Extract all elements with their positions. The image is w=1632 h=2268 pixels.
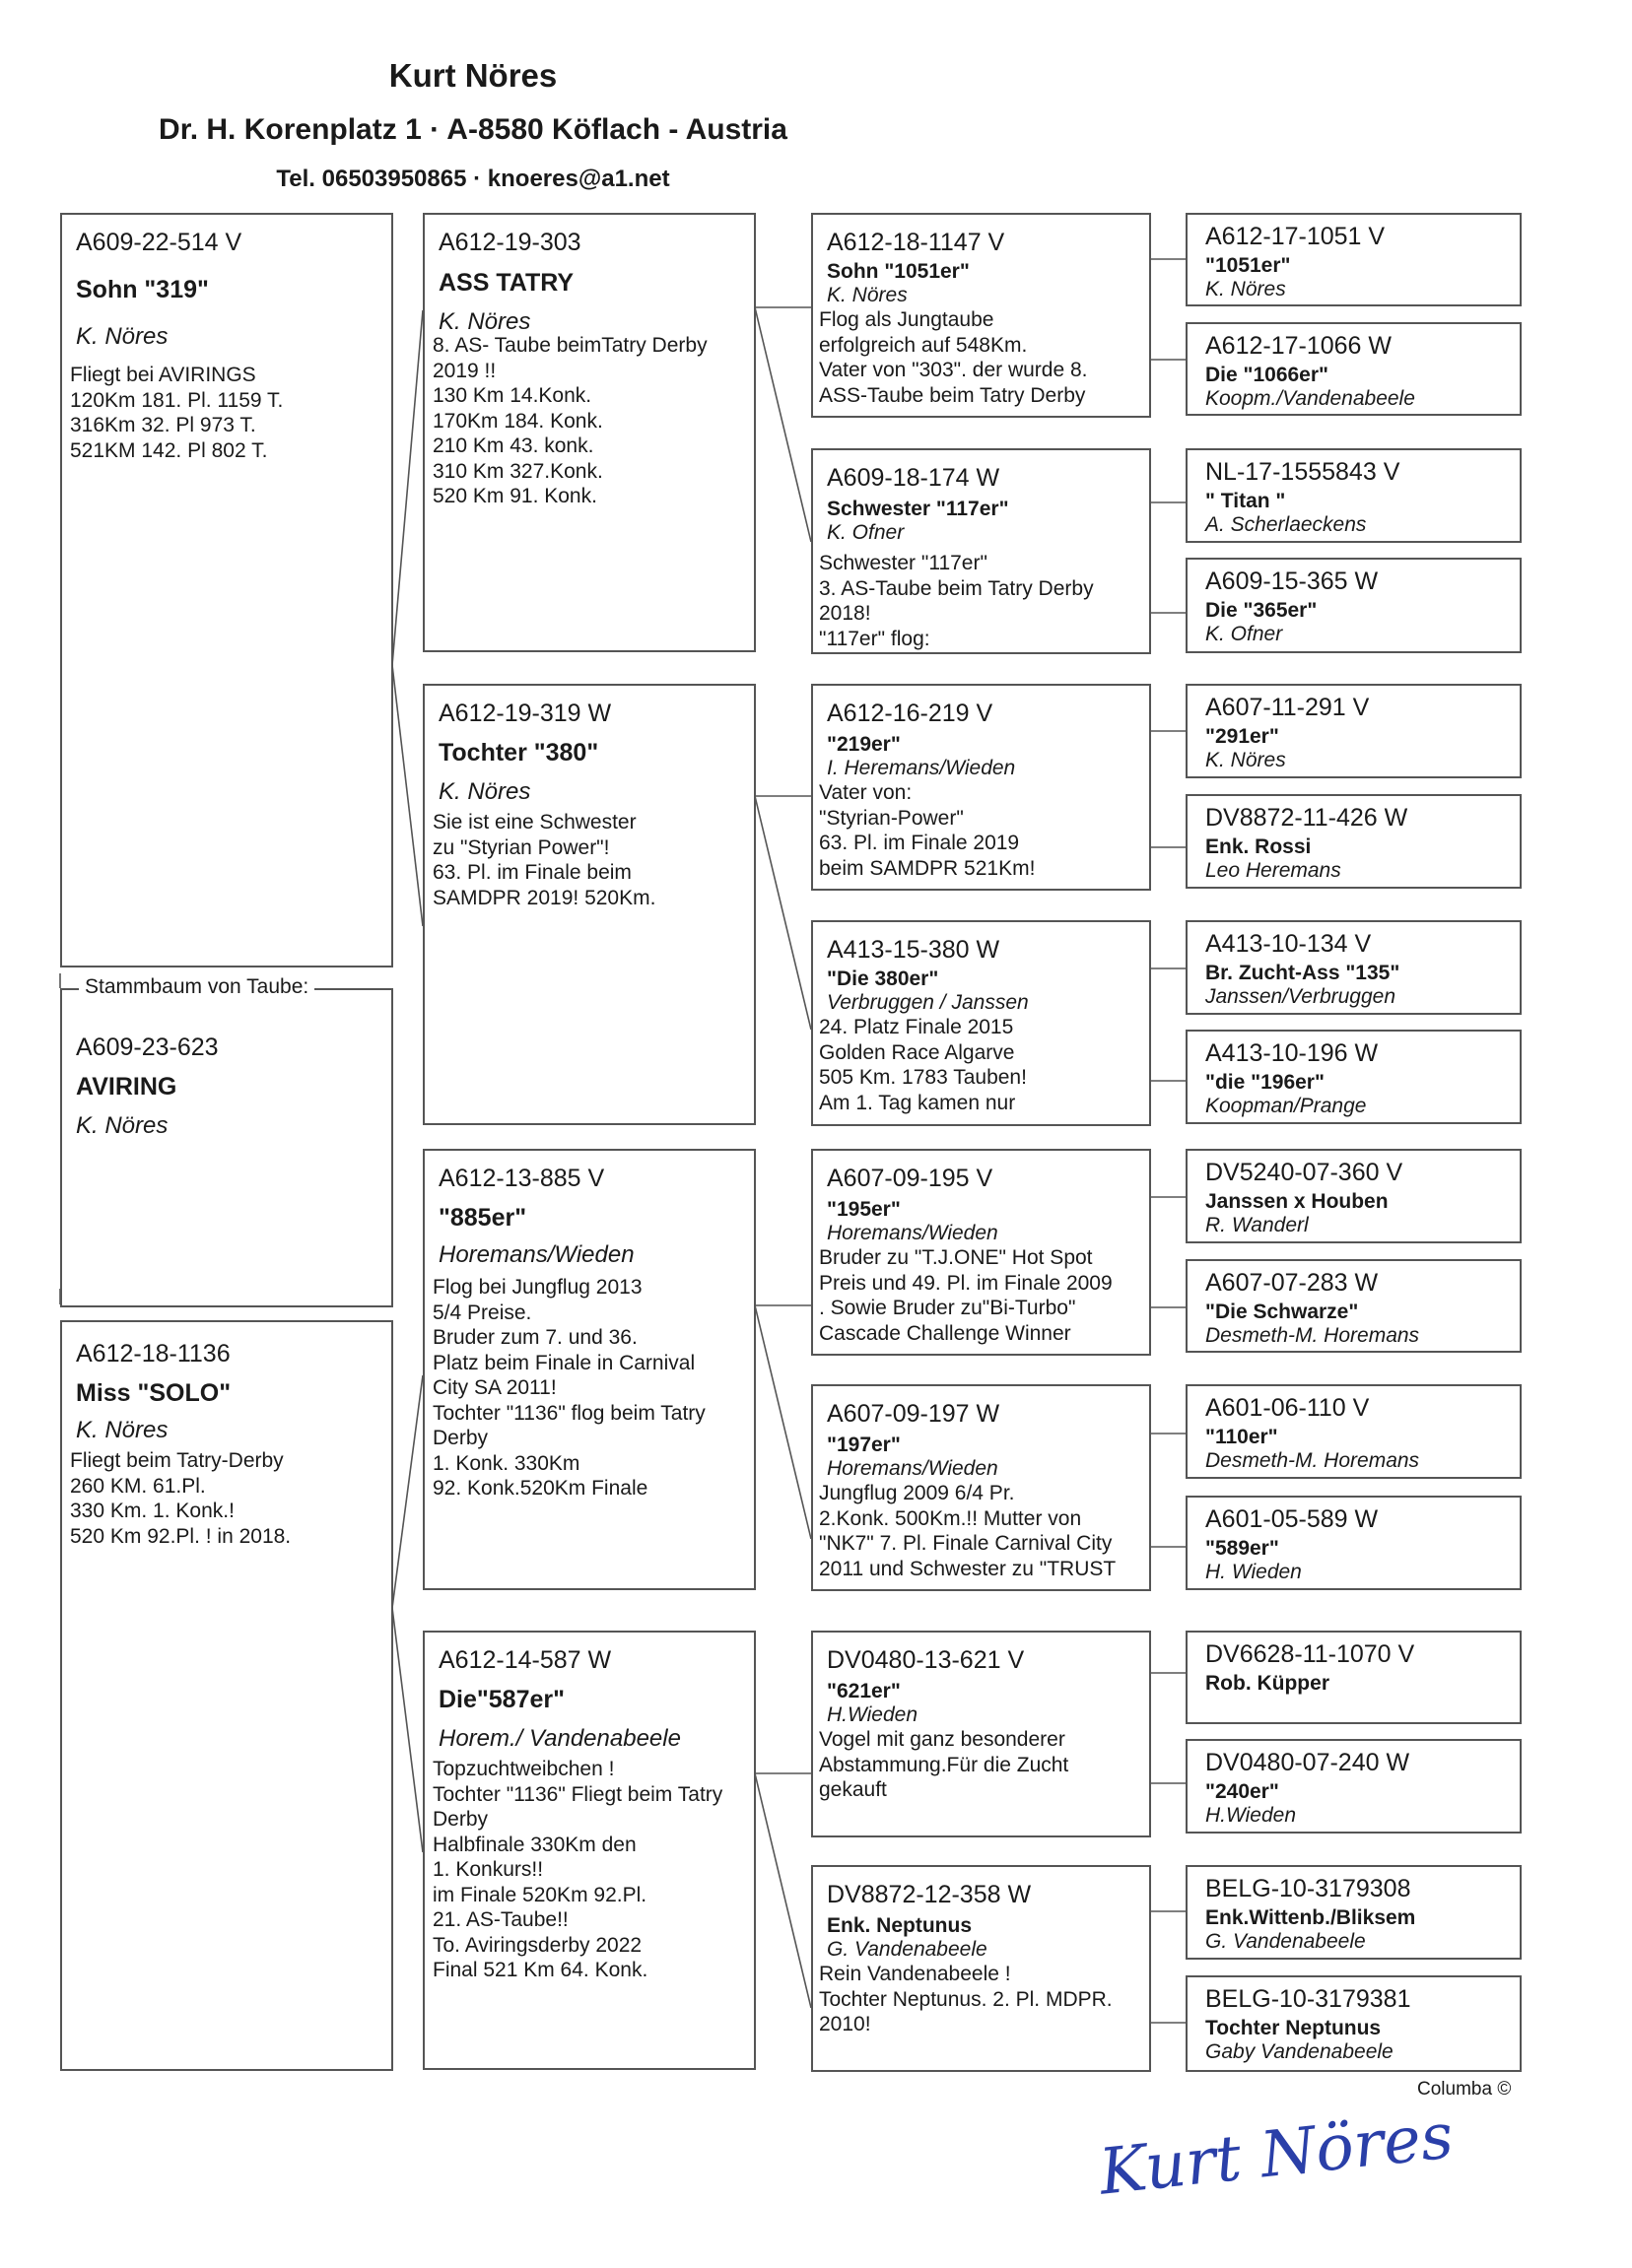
gen4-name: "1051er" (1205, 254, 1291, 277)
great-grandparent-breeder: Horemans/Wieden (827, 1222, 998, 1244)
gen4-ring: A601-06-110 V (1205, 1394, 1370, 1422)
gen4-box (1186, 684, 1522, 778)
gen4-name: "240er" (1205, 1780, 1279, 1803)
gen4-breeder: Desmeth-M. Horemans (1205, 1324, 1420, 1347)
sire-notes: Fliegt bei AVIRINGS 120Km 181. Pl. 1159 T. 316Km 32. Pl 973 T. 521KM 142. Pl 802 T. (70, 364, 284, 462)
grandparent-notes: 8. AS- Taube beimTatry Derby 2019 !! 130 Km 14.Konk. 170Km 184. Konk. 210 Km 43. konk. 310 Km 327.Konk. 520 Km 91. Konk. (433, 334, 708, 507)
great-grandparent-box (811, 1384, 1151, 1591)
gen4-name: "die "196er" (1205, 1071, 1325, 1094)
grandparent-notes: Flog bei Jungflug 2013 5/4 Preise. Bruder zum 7. und 36. Platz beim Finale in Carnival City SA 2011! Tochter "1136" flog beim Tatry Derby 1. Konk. 330Km 92. Konk.520Km Finale (433, 1276, 706, 1500)
great-grandparent-breeder: K. Nöres (827, 284, 908, 306)
gen4-ring: A609-15-365 W (1205, 567, 1379, 595)
sire-name: Sohn "319" (76, 276, 209, 303)
gen4-box (1186, 1259, 1522, 1353)
gen4-breeder: Janssen/Verbruggen (1205, 985, 1396, 1008)
great-grandparent-name: Schwester "117er" (827, 498, 1009, 520)
gen4-breeder: K. Ofner (1205, 623, 1283, 645)
gen4-box (1186, 448, 1522, 543)
subject-name: AVIRING (76, 1073, 177, 1101)
dam-ring: A612-18-1136 (76, 1340, 231, 1367)
gen4-box (1186, 1975, 1522, 2072)
gen4-ring: NL-17-1555843 V (1205, 458, 1400, 486)
gen4-box (1186, 1739, 1522, 1834)
sire-breeder: K. Nöres (76, 323, 169, 350)
gen4-name: Die "365er" (1205, 599, 1318, 622)
great-grandparent-box (811, 1865, 1151, 2072)
grandparent-box (423, 1631, 756, 2070)
gen4-ring: BELG-10-3179308 (1205, 1875, 1411, 1902)
great-grandparent-breeder: K. Ofner (827, 521, 905, 544)
gen4-breeder: H. Wieden (1205, 1561, 1302, 1583)
sire-ring: A609-22-514 V (76, 229, 242, 256)
gen4-breeder: H.Wieden (1205, 1804, 1297, 1827)
gen4-ring: A601-05-589 W (1205, 1505, 1379, 1533)
gen4-name: "291er" (1205, 725, 1279, 748)
grandparent-breeder: Horem./ Vandenabeele (439, 1725, 681, 1752)
great-grandparent-breeder: Horemans/Wieden (827, 1457, 998, 1480)
great-grandparent-name: "219er" (827, 733, 901, 756)
grandparent-name: Die"587er" (439, 1686, 565, 1713)
great-grandparent-box (811, 213, 1151, 418)
great-grandparent-box (811, 1149, 1151, 1356)
gen4-breeder: K. Nöres (1205, 278, 1286, 300)
gen4-breeder: Desmeth-M. Horemans (1205, 1449, 1420, 1472)
gen4-ring: DV5240-07-360 V (1205, 1159, 1403, 1186)
great-grandparent-breeder: I. Heremans/Wieden (827, 757, 1016, 779)
gen4-name: "589er" (1205, 1537, 1279, 1560)
gen4-ring: A612-17-1066 W (1205, 332, 1393, 360)
grandparent-notes: Sie ist eine Schwester zu "Styrian Power"! 63. Pl. im Finale beim SAMDPR 2019! 520Km. (433, 811, 656, 909)
gen4-ring: A607-11-291 V (1205, 694, 1370, 721)
great-grandparent-ring: DV8872-12-358 W (827, 1881, 1032, 1908)
dam-breeder: K. Nöres (76, 1417, 169, 1443)
grandparent-name: "885er" (439, 1204, 527, 1232)
subject-breeder: K. Nöres (76, 1112, 169, 1139)
gen4-breeder: Koopman/Prange (1205, 1095, 1367, 1117)
grandparent-breeder: K. Nöres (439, 308, 531, 335)
gen4-breeder: R. Wanderl (1205, 1214, 1309, 1236)
grandparent-breeder: K. Nöres (439, 778, 531, 805)
gen4-ring: DV0480-07-240 W (1205, 1749, 1410, 1776)
great-grandparent-notes: 24. Platz Finale 2015 Golden Race Algarve 505 Km. 1783 Tauben! Am 1. Tag kamen nur (819, 1016, 1027, 1114)
gen4-box (1186, 1865, 1522, 1960)
great-grandparent-notes: Schwester "117er" 3. AS-Taube beim Tatry Derby 2018! "117er" flog: (819, 552, 1094, 650)
grandparent-ring: A612-19-303 (439, 229, 581, 256)
dam-name: Miss "SOLO" (76, 1379, 232, 1407)
breeder-address: Dr. H. Korenplatz 1 · A-8580 Köflach - Austria (159, 113, 787, 146)
gen4-name: " Titan " (1205, 490, 1286, 512)
great-grandparent-box (811, 448, 1151, 654)
gen4-box (1186, 794, 1522, 889)
great-grandparent-box (811, 920, 1151, 1126)
great-grandparent-box (811, 1631, 1151, 1837)
gen4-box (1186, 558, 1522, 653)
subject-ring: A609-23-623 (76, 1034, 219, 1061)
breeder-contact: Tel. 06503950865 · knoeres@a1.net (276, 166, 670, 192)
great-grandparent-notes: Jungflug 2009 6/4 Pr. 2.Konk. 500Km.!! Mutter von "NK7" 7. Pl. Finale Carnival City 2011 und Schwester zu "TRUST (819, 1482, 1117, 1580)
grandparent-ring: A612-19-319 W (439, 700, 612, 727)
great-grandparent-breeder: G. Vandenabeele (827, 1938, 987, 1961)
gen4-box (1186, 1030, 1522, 1124)
gen4-name: Die "1066er" (1205, 364, 1328, 386)
gen4-box (1186, 1631, 1522, 1724)
grandparent-box (423, 213, 756, 652)
gen4-ring: DV6628-11-1070 V (1205, 1640, 1415, 1668)
sire-box (60, 213, 393, 967)
gen4-ring: DV8872-11-426 W (1205, 804, 1408, 832)
copyright-label: Columba © (1417, 2079, 1512, 2100)
gen4-breeder: A. Scherlaeckens (1205, 513, 1367, 536)
great-grandparent-notes: Vater von: "Styrian-Power" 63. Pl. im Finale 2019 beim SAMDPR 521Km! (819, 781, 1036, 880)
great-grandparent-name: "Die 380er" (827, 967, 939, 990)
gen4-breeder: Koopm./Vandenabeele (1205, 387, 1415, 410)
grandparent-box (423, 684, 756, 1125)
gen4-name: "110er" (1205, 1426, 1278, 1448)
dam-box (60, 1320, 393, 2071)
great-grandparent-ring: A612-16-219 V (827, 700, 993, 727)
gen4-ring: A607-07-283 W (1205, 1269, 1379, 1297)
gen4-ring: A413-10-196 W (1205, 1039, 1379, 1067)
great-grandparent-name: Enk. Neptunus (827, 1914, 973, 1937)
gen4-name: Janssen x Houben (1205, 1190, 1389, 1213)
gen4-box (1186, 1384, 1522, 1479)
great-grandparent-ring: A413-15-380 W (827, 936, 1000, 964)
gen4-box (1186, 920, 1522, 1015)
great-grandparent-breeder: Verbruggen / Janssen (827, 991, 1029, 1014)
gen4-name: Enk.Wittenb./Bliksem (1205, 1906, 1416, 1929)
handwritten-signature: Kurt Nöres (1096, 2100, 1458, 2210)
dam-notes: Fliegt beim Tatry-Derby 260 KM. 61.Pl. 330 Km. 1. Konk.! 520 Km 92.Pl. ! in 2018. (70, 1449, 292, 1548)
breeder-name: Kurt Nöres (388, 57, 558, 94)
great-grandparent-name: "197er" (827, 1434, 901, 1456)
great-grandparent-ring: A612-18-1147 V (827, 229, 1005, 256)
great-grandparent-ring: DV0480-13-621 V (827, 1646, 1025, 1674)
great-grandparent-name: "621er" (827, 1680, 901, 1702)
great-grandparent-notes: Rein Vandenabeele ! Tochter Neptunus. 2. Pl. MDPR. 2010! (819, 1963, 1113, 2035)
gen4-breeder: G. Vandenabeele (1205, 1930, 1366, 1953)
gen4-breeder: K. Nöres (1205, 749, 1286, 771)
gen4-breeder: Leo Heremans (1205, 859, 1341, 882)
grandparent-name: ASS TATRY (439, 269, 575, 297)
gen4-name: Br. Zucht-Ass "135" (1205, 962, 1400, 984)
gen4-ring: BELG-10-3179381 (1205, 1985, 1411, 2013)
grandparent-name: Tochter "380" (439, 739, 599, 767)
gen4-name: Rob. Küpper (1205, 1672, 1329, 1695)
gen4-ring: A612-17-1051 V (1205, 223, 1386, 250)
gen4-box (1186, 1149, 1522, 1243)
gen4-breeder: Gaby Vandenabeele (1205, 2040, 1394, 2063)
great-grandparent-ring: A607-09-195 V (827, 1165, 993, 1192)
great-grandparent-name: "195er" (827, 1198, 901, 1221)
grandparent-breeder: Horemans/Wieden (439, 1241, 635, 1268)
gen4-name: Enk. Rossi (1205, 835, 1312, 858)
gen4-box (1186, 1496, 1522, 1590)
great-grandparent-notes: Bruder zu "T.J.ONE" Hot Spot Preis und 49. Pl. im Finale 2009 . Sowie Bruder zu"Bi-Turbo" Cascade Challenge Winner (819, 1246, 1113, 1345)
gen4-box (1186, 213, 1522, 306)
grandparent-notes: Topzuchtweibchen ! Tochter "1136" Fliegt beim Tatry Derby Halbfinale 330Km den 1. Konkurs!! im Finale 520Km 92.Pl. 21. AS-Taube!! To. Aviringsderby 2022 Final 521 Km 64. Konk. (433, 1758, 723, 1981)
grandparent-ring: A612-14-587 W (439, 1646, 612, 1674)
gen4-ring: A413-10-134 V (1205, 930, 1372, 958)
great-grandparent-notes: Vogel mit ganz besonderer Abstammung.Für die Zucht gekauft (819, 1728, 1069, 1801)
subject-label: Stammbaum von Taube: (79, 975, 314, 999)
great-grandparent-ring: A609-18-174 W (827, 464, 1000, 492)
great-grandparent-name: Sohn "1051er" (827, 260, 970, 283)
great-grandparent-breeder: H.Wieden (827, 1703, 918, 1726)
great-grandparent-ring: A607-09-197 W (827, 1400, 1000, 1428)
grandparent-ring: A612-13-885 V (439, 1165, 605, 1192)
great-grandparent-box (811, 684, 1151, 891)
grandparent-box (423, 1149, 756, 1590)
great-grandparent-notes: Flog als Jungtaube erfolgreich auf 548Km. Vater von "303". der wurde 8. ASS-Taube beim Tatry Derby (819, 308, 1088, 407)
subject-box (60, 988, 393, 1307)
gen4-name: Tochter Neptunus (1205, 2017, 1382, 2039)
gen4-name: "Die Schwarze" (1205, 1301, 1359, 1323)
gen4-box (1186, 322, 1522, 416)
